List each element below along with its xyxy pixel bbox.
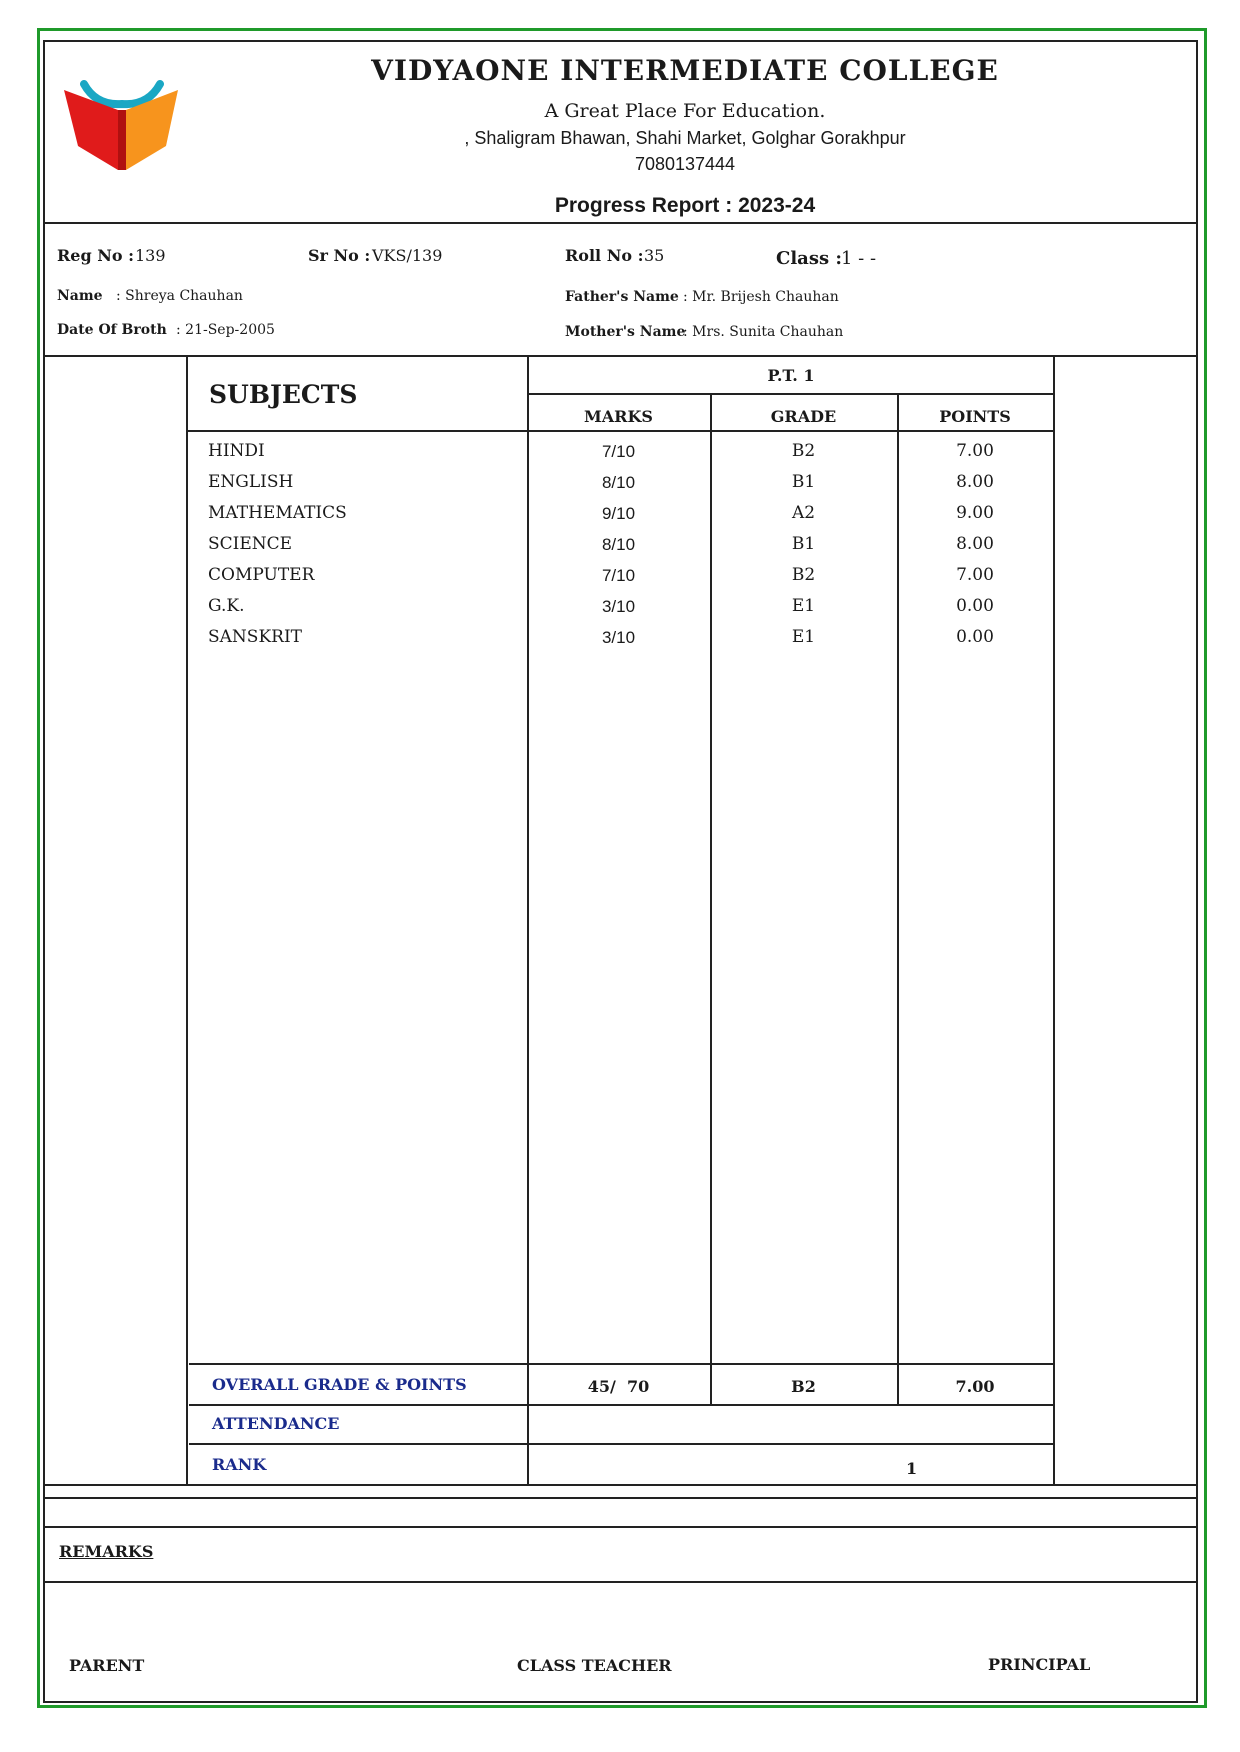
points-cell: 7.00 bbox=[956, 565, 994, 585]
reg-label: Reg No : bbox=[57, 246, 135, 265]
overall-bottom-line bbox=[189, 1404, 1053, 1406]
exam-header-line bbox=[527, 393, 1055, 395]
table-bottom-line bbox=[43, 1484, 1198, 1486]
table-left-border bbox=[186, 356, 188, 1484]
grade-cell: E1 bbox=[791, 596, 816, 616]
rank-label: RANK bbox=[212, 1455, 267, 1474]
class-label: Class : bbox=[776, 248, 843, 269]
report-title: Progress Report : 2023-24 bbox=[554, 194, 816, 217]
points-cell: 8.00 bbox=[956, 472, 994, 492]
school-name: VIDYAONE INTERMEDIATE COLLEGE bbox=[371, 54, 999, 87]
dob-label: Date Of Broth bbox=[57, 322, 167, 338]
overall-points: 7.00 bbox=[955, 1377, 995, 1396]
subject-cell: MATHEMATICS bbox=[208, 503, 347, 523]
rank-value: 1 bbox=[906, 1459, 918, 1478]
points-header: POINTS bbox=[939, 407, 1011, 426]
overall-top-line bbox=[189, 1363, 1053, 1365]
marks-cell: 9/10 bbox=[601, 504, 636, 523]
info-divider bbox=[43, 355, 1198, 357]
table-right-border bbox=[1053, 356, 1055, 1484]
grade-cell: E1 bbox=[791, 627, 816, 647]
subject-cell: SANSKRIT bbox=[208, 627, 302, 647]
dob-value: : 21-Sep-2005 bbox=[176, 322, 275, 338]
father-label: Father's Name bbox=[565, 289, 679, 305]
grade-cell: B1 bbox=[791, 534, 816, 554]
points-cell: 8.00 bbox=[956, 534, 994, 554]
school-phone: 7080137444 bbox=[634, 154, 736, 174]
points-cell: 9.00 bbox=[956, 503, 994, 523]
principal-signature-label: PRINCIPAL bbox=[988, 1655, 1091, 1674]
points-cell: 0.00 bbox=[956, 627, 994, 647]
subject-cell: HINDI bbox=[208, 441, 265, 461]
marks-cell: 3/10 bbox=[601, 597, 636, 616]
name-label: Name bbox=[57, 288, 103, 304]
remarks-top-line bbox=[43, 1526, 1198, 1528]
subject-cell: ENGLISH bbox=[208, 472, 294, 492]
overall-marks: 45/ 70 bbox=[587, 1377, 650, 1396]
reg-value: 139 bbox=[135, 246, 166, 265]
class-value: 1 - - bbox=[841, 248, 877, 269]
name-value: : Shreya Chauhan bbox=[116, 288, 243, 304]
marks-header: MARKS bbox=[584, 407, 653, 426]
subject-cell: SCIENCE bbox=[208, 534, 293, 554]
marks-cell: 8/10 bbox=[601, 535, 636, 554]
grade-cell: B2 bbox=[791, 565, 816, 585]
header-divider bbox=[43, 222, 1198, 224]
marks-cell: 3/10 bbox=[601, 628, 636, 647]
parent-signature-label: PARENT bbox=[69, 1656, 145, 1675]
points-cell: 0.00 bbox=[956, 596, 994, 616]
mother-value: : Mrs. Sunita Chauhan bbox=[683, 324, 844, 340]
father-value: : Mr. Brijesh Chauhan bbox=[683, 289, 839, 305]
attendance-label: ATTENDANCE bbox=[212, 1414, 340, 1433]
table-subject-divider bbox=[527, 356, 529, 1484]
grade-header: GRADE bbox=[770, 407, 837, 426]
school-tagline: A Great Place For Education. bbox=[544, 100, 826, 122]
roll-value: 35 bbox=[644, 246, 665, 265]
blank-row-line bbox=[43, 1497, 1198, 1499]
school-address: , Shaligram Bhawan, Shahi Market, Golghar Gorakhpur bbox=[464, 128, 906, 148]
subjects-header: SUBJECTS bbox=[209, 380, 358, 409]
overall-grade-label: OVERALL GRADE & POINTS bbox=[212, 1375, 467, 1394]
grade-cell: A2 bbox=[791, 503, 816, 523]
sr-label: Sr No : bbox=[308, 246, 371, 265]
remarks-label: REMARKS bbox=[59, 1542, 154, 1561]
roll-label: Roll No : bbox=[565, 246, 644, 265]
remarks-bottom-line bbox=[43, 1581, 1198, 1583]
grade-cell: B1 bbox=[791, 472, 816, 492]
marks-cell: 7/10 bbox=[601, 566, 636, 585]
overall-grade: B2 bbox=[791, 1377, 816, 1396]
marks-cell: 7/10 bbox=[601, 442, 636, 461]
school-logo-icon bbox=[56, 62, 188, 180]
grade-cell: B2 bbox=[791, 441, 816, 461]
column-header-line bbox=[186, 430, 1055, 432]
sr-value: VKS/139 bbox=[372, 246, 443, 265]
points-cell: 7.00 bbox=[956, 441, 994, 461]
mother-label: Mother's Name bbox=[565, 324, 686, 340]
attendance-bottom-line bbox=[189, 1443, 1053, 1445]
marks-cell: 8/10 bbox=[601, 473, 636, 492]
class-teacher-signature-label: CLASS TEACHER bbox=[517, 1656, 672, 1675]
subject-cell: G.K. bbox=[208, 596, 245, 616]
exam-header: P.T. 1 bbox=[767, 366, 815, 385]
subject-cell: COMPUTER bbox=[208, 565, 315, 585]
